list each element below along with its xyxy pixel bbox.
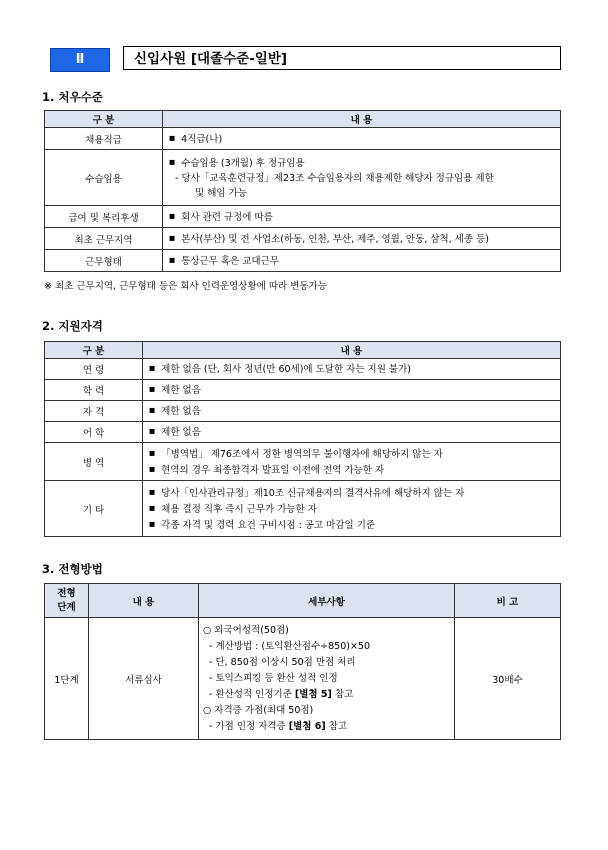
eligibility-table (44, 341, 561, 537)
row-content: ■ 본사(부산) 및 전 사업소(하동, 인천, 부산, 제주, 영월, 안동, 삼척, 세종 등) (163, 228, 561, 250)
heading-selection-process: 3. 전형방법 (42, 562, 103, 576)
heading-eligibility: 2. 지원자격 (42, 319, 103, 333)
row-content: ■ 제한 없음 (단, 회사 정년(만 60세)에 도달한 자는 지원 불가) (143, 359, 561, 380)
row-label: 채용직급 (45, 128, 163, 150)
compensation-note: ※ 최초 근무지역, 근무형태 등은 회사 인력운영상황에 따라 변동가능 (44, 281, 327, 292)
col-header-content: 내 용 (89, 584, 199, 618)
row-content: ■ 통상근무 혹은 교대근무 (163, 250, 561, 272)
col-header-content: 내 용 (163, 111, 561, 128)
row-label: 근무형태 (45, 250, 163, 272)
row-label: 연 령 (45, 359, 143, 380)
row-label: 최초 근무지역 (45, 228, 163, 250)
col-header-category: 구 분 (45, 111, 163, 128)
stage-cell: 1단계 (45, 618, 89, 740)
row-label: 자 격 (45, 401, 143, 422)
row-content: ■ 「병역법」 제76조에서 정한 병역의무 불이행자에 해당하지 않는 자 ■ 현역의 경우 최종합격자 발표일 이전에 전역 가능한 자 (143, 443, 561, 481)
row-content: ■ 4직급(나) (163, 128, 561, 150)
row-label: 수습임용 (45, 150, 163, 206)
row-label: 학 력 (45, 380, 143, 401)
col-header-stage: 전형 단계 (45, 584, 89, 618)
section-number-badge: Ⅱ (50, 48, 110, 72)
row-label: 기 타 (45, 481, 143, 537)
col-header-category: 구 분 (45, 342, 143, 359)
row-content: ■ 제한 없음 (143, 380, 561, 401)
row-label: 병 역 (45, 443, 143, 481)
remarks-cell: 30배수 (455, 618, 561, 740)
col-header-details: 세부사항 (199, 584, 455, 618)
selection-table (44, 583, 561, 740)
row-content: ■ 제한 없음 (143, 401, 561, 422)
row-content: ■ 수습임용 (3개월) 후 정규임용 - 당사「교육훈련규정」제23조 수습임용자의 채용제한 해당자 정규임용 제한 및 해임 가능 (163, 150, 561, 206)
compensation-table (44, 110, 561, 272)
row-content: ■ 회사 관련 규정에 따름 (163, 206, 561, 228)
col-header-remarks: 비 고 (455, 584, 561, 618)
row-content: ■ 제한 없음 (143, 422, 561, 443)
row-label: 급여 및 복리후생 (45, 206, 163, 228)
row-label: 어 학 (45, 422, 143, 443)
section-title: 신입사원 [대졸수준-일반] (123, 46, 561, 70)
col-header-content: 내 용 (143, 342, 561, 359)
details-cell: ○ 외국어성적(50점) - 계산방법 : (토익환산점수÷850)×50 - 단, 850점 이상시 50점 만점 처리 - 토익스피킹 등 환산 성적 인정 - 환산성적 인정기준 [별첨 5] 참고 ○ 자격증 가점(최대 50점) - 가점 인정 자격증 [별첨 6] 참고 (199, 618, 455, 740)
row-content: ■ 당사「인사관리규정」제10조 신규채용자의 결격사유에 해당하지 않는 자 ■ 채용 결정 직후 즉시 근무가 가능한 자 ■ 각종 자격 및 경력 요건 구비시점 : 공고 마감일 기준 (143, 481, 561, 537)
heading-compensation: 1. 처우수준 (42, 90, 103, 104)
content-cell: 서류심사 (89, 618, 199, 740)
